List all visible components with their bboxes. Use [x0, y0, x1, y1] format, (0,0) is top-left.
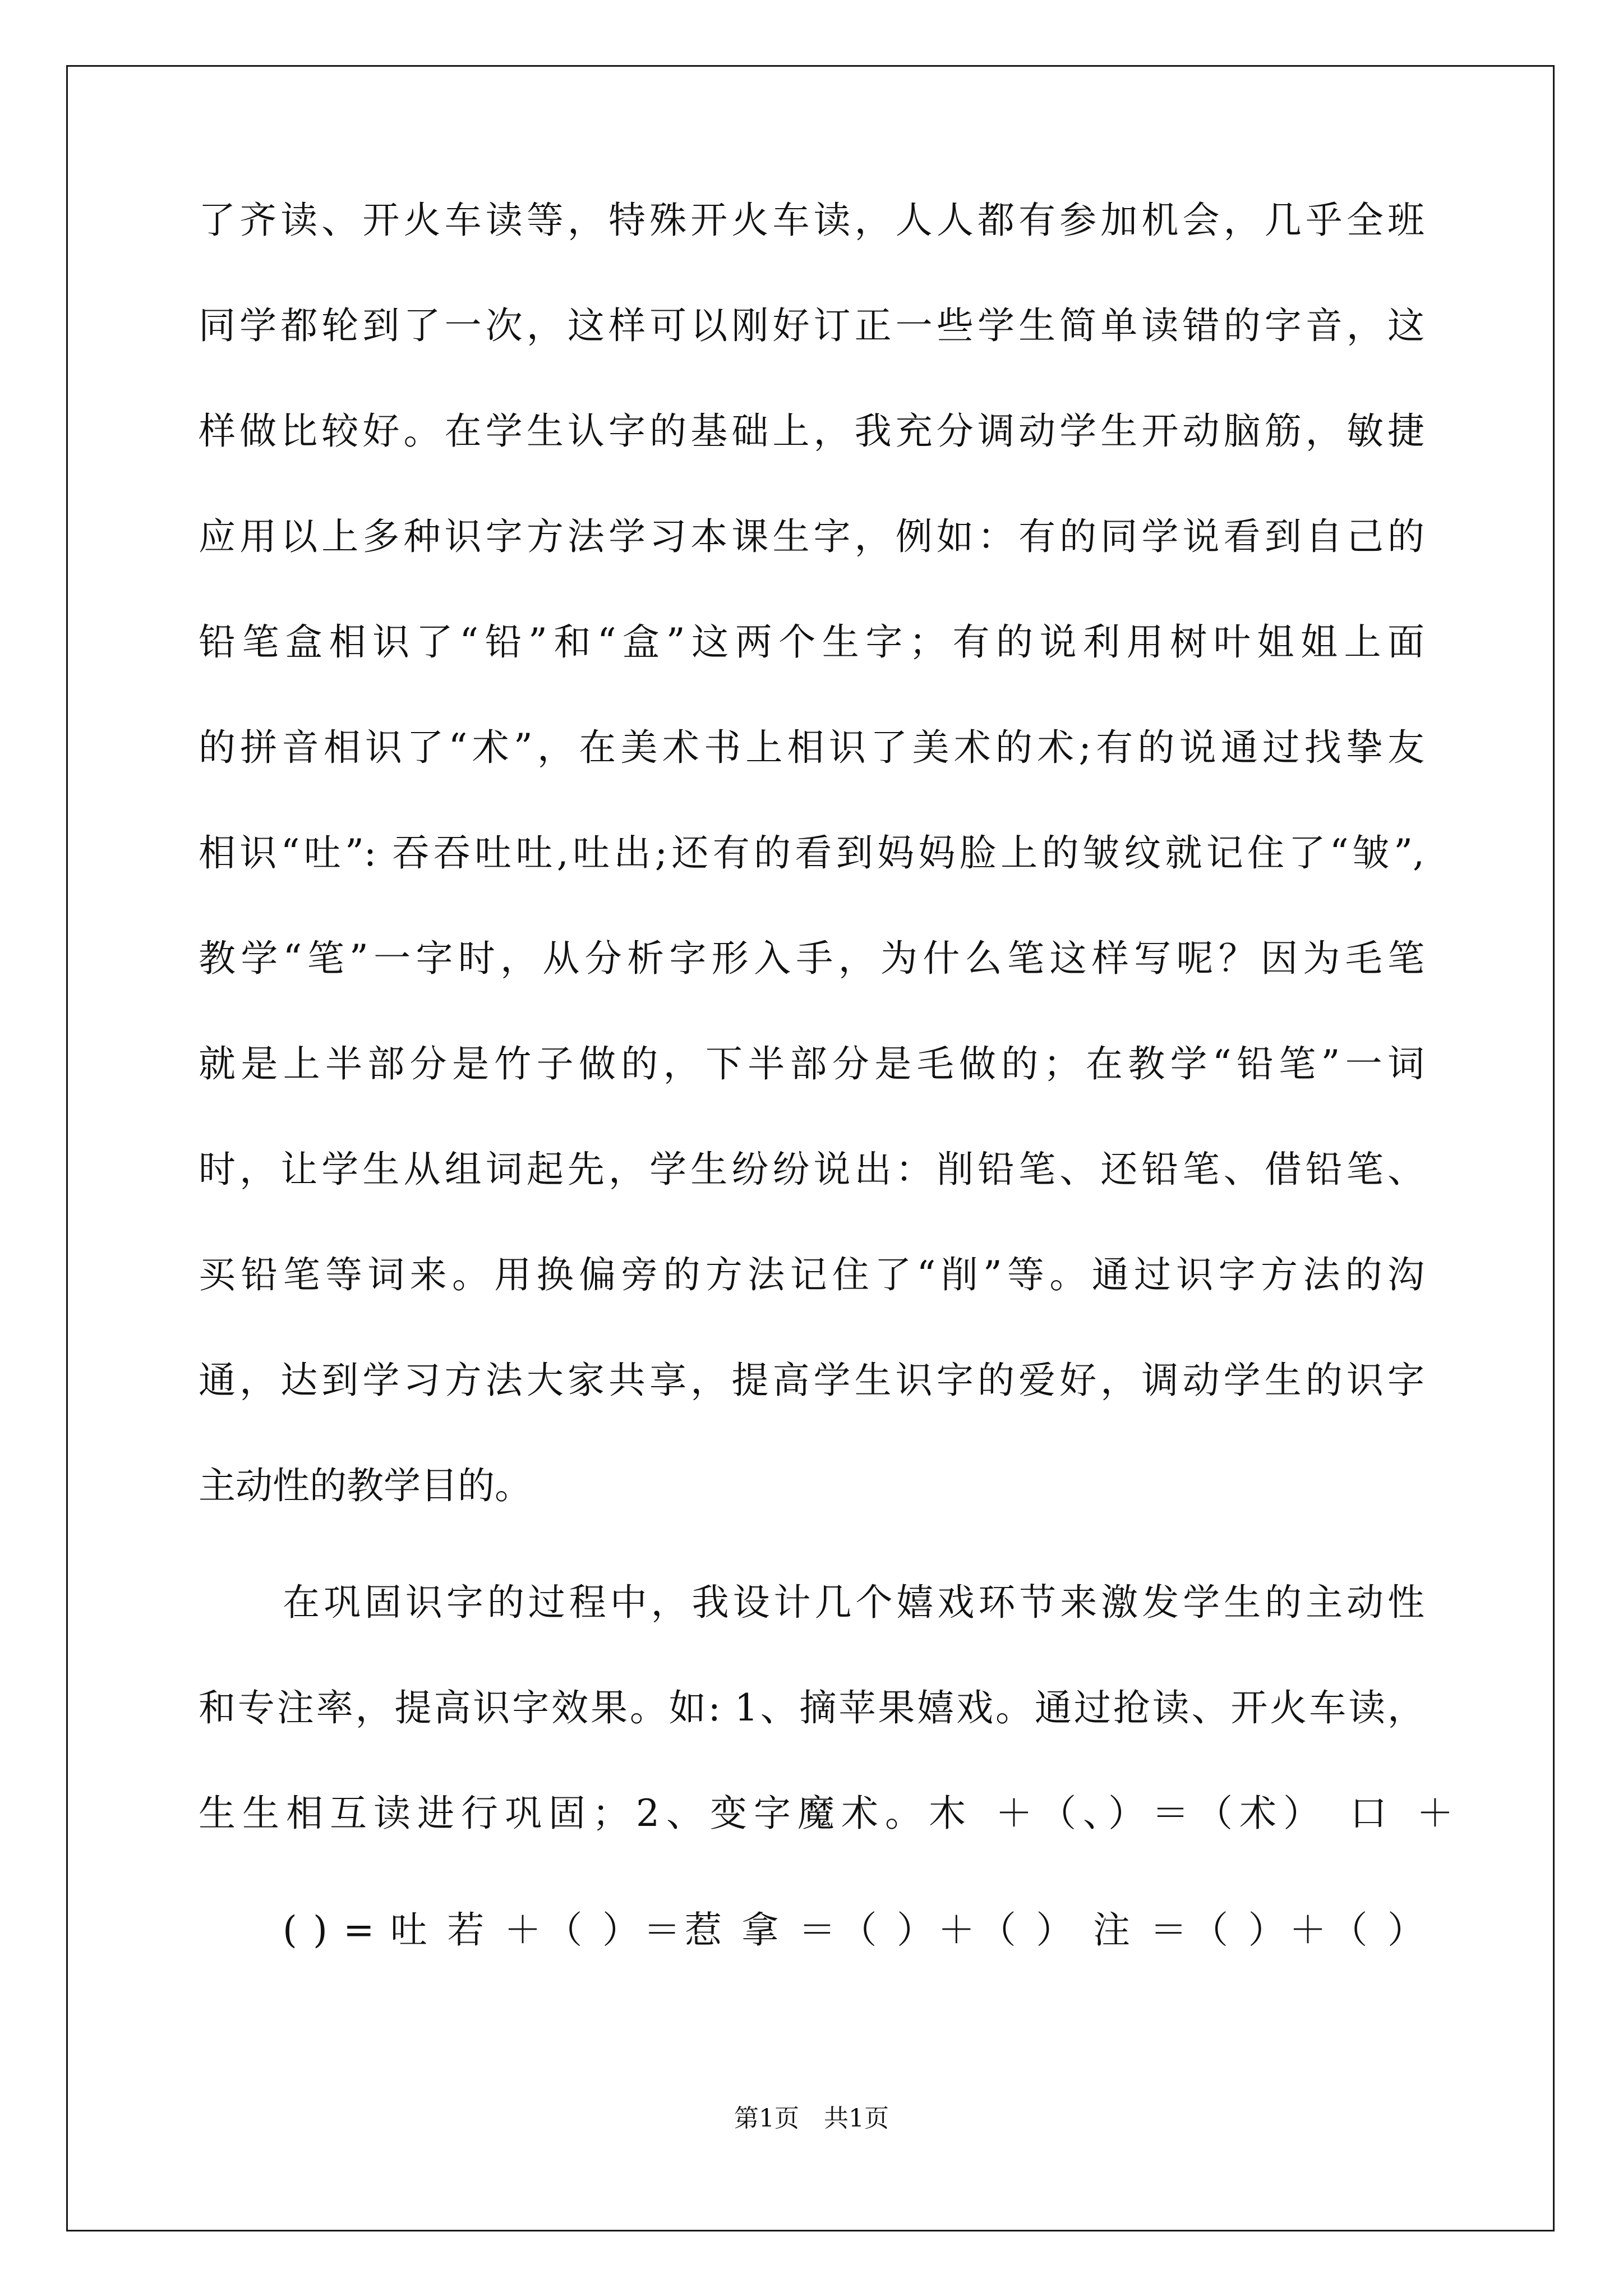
text-line-13: 主动性的教学目的。 [199, 1464, 532, 1507]
text-line-11: 买铅笔等词来。用换偏旁的方法记住了“削”等。通过识字方法的沟 [199, 1253, 1424, 1296]
paragraph-2-line-1: 在巩固识字的过程中，我设计几个嬉戏环节来激发学生的主动性 [283, 1581, 1424, 1624]
document-body [199, 199, 1460, 1952]
text-line-4: 应用以上多种识字方法学习本课生字，例如：有的同学说看到自己的 [199, 515, 1424, 558]
paragraph-2-line-2: 和专注率，提高识字效果。如: 1、摘苹果嬉戏。通过抢读、开火车读， [199, 1686, 1424, 1729]
text-line-9: 就是上半部分是竹子做的，下半部分是毛做的；在教学“铅笔”一词 [199, 1042, 1424, 1085]
text-line-6: 的拼音相识了“术”，在美术书上相识了美术的术;有的说通过找挚友 [199, 726, 1424, 769]
text-line-12: 通，达到学习方法大家共享，提高学生识字的爱好，调动学生的识字 [199, 1359, 1424, 1402]
text-line-8: 教学“笔”一字时，从分析字形入手，为什么笔这样写呢？因为毛笔 [199, 937, 1424, 980]
text-line-10: 时，让学生从组词起先，学生纷纷说出：削铅笔、还铅笔、借铅笔、 [199, 1148, 1424, 1191]
text-line-1: 了齐读、开火车读等，特殊开火车读，人人都有参加机会，几乎全班 [199, 199, 1424, 242]
text-line-2: 同学都轮到了一次，这样可以刚好订正一些学生简单读错的字音，这 [199, 304, 1424, 347]
text-line-5: 铅笔盒相识了“铅”和“盒”这两个生字；有的说利用树叶姐姐上面 [199, 620, 1424, 664]
page-footer: 第1页 共1页 [734, 2104, 889, 2133]
paragraph-2-line-3: 生生相互读进行巩固；2、变字魔术。木 ＋（、）＝（术） 口 ＋ [199, 1792, 1460, 1835]
formula-line: ( ) = 吐 若 ＋（ ）＝惹 拿 ＝（ ）＋（ ） 注 ＝（ ）＋（ ） [283, 1908, 1424, 1952]
text-line-7: 相识“吐”: 吞吞吐吐,吐出;还有的看到妈妈脸上的皱纹就记住了“皱”, [199, 831, 1424, 875]
text-line-3: 样做比较好。在学生认字的基础上，我充分调动学生开动脑筋，敏捷 [199, 409, 1424, 453]
